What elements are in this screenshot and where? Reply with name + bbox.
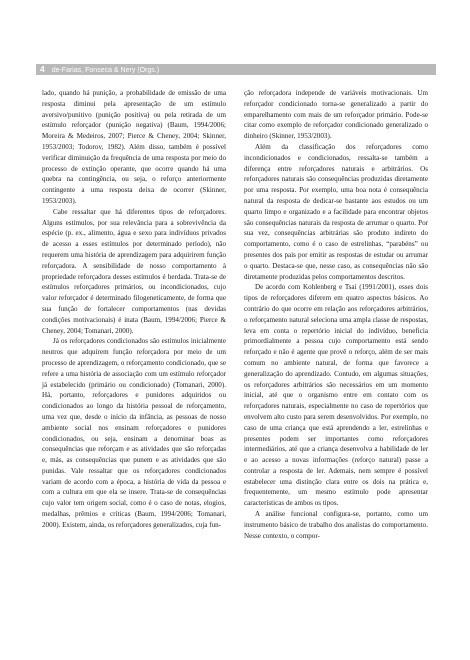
paragraph: Já os reforçadores condicionados são estímulos inicialmente neutros que adquirem função reforçadora por meio de um processo de aprendizagem, o reforçamento condicionado, que se refere a uma história de associação com um estímulo reforçador já estabelecido (primário ou condicionado) (Tomanari, 2000). Há, portanto, reforçadores e punidores adquiridos ou condicionados ao longo da história pessoal de reforçamento, uma vez que, desde o início da infância, as pessoas de nosso ambiente social nos ensinam reforçadores e punidores condicionados, ou seja, ensinam a denominar boas as consequências que reforçam e as atividades que são reforçadas e, más, as consequências que punem e as atividades que são punidas. Vale ressaltar que os reforçadores condicionados variam de acordo com a época, a história de vida da pessoa e com a cultura em que ela se insere. Trata-se de consequências cujo valor tem origem social, como é o caso de notas, elogios, medalhas, prêmios e críticas (Baum, 1994/2006; Tomanari, 2000). Existem, ainda, os reforçadores generalizados, cuja fun- xyxy=(42,337,226,529)
paragraph: ção reforçadora independe de variáveis motivacionais. Um reforçador condicionado torna-se generalizado a partir do emparelhamento com mais de um reforçador primário. Pode-se citar como exemplo de reforçador condicionado generalizado o dinheiro (Skinner, 1953/2003). xyxy=(244,89,428,141)
paragraph: Além da classificação dos reforçadores como incondicionados e condicionados, ressalta-se também a diferença entre reforçadores naturais e arbitrários. Os reforçadores naturais são consequências produzidas diretamente por uma resposta. Por exemplo, uma boa nota é consequência natural da resposta de dedicar-se bastante aos estudos ou um quarto limpo e organizado e a facilidade para encontrar objetos são consequências naturais da resposta de arrumar o quarto. Por sua vez, consequências arbitrárias são produto indireto do comportamento, como é o caso de estrelinhas, “parabéns” ou presentes dos pais por emitir as respostas de estudar ou arrumar o quarto. Destaca-se que, nesse caso, as consequências não são diretamente produzidas pelos comportamentos descritos. xyxy=(244,142,428,281)
paragraph: Cabe ressaltar que há diferentes tipos de reforçadores. Alguns estímulos, por sua relevância para a sobrevivência da espécie (p. ex., alimento, água e sexo para indivíduos privados de acesso a esses estímulos por determinado período), não requerem uma história de aprendizagem para adquirirem função reforçadora. A sensibilidade de nosso comportamento à propriedade reforçadora desses estímulos é herdada. Trata-se de estímulos reforçadores primários, ou incondicionados, cujo valor reforçador é determinado filogeneticamente, de forma que sua função de fortalecer comportamentos (nas devidas condições motivacionais) é inata (Baum, 1994/2006; Pierce & Cheney, 2004; Tomanari, 2000). xyxy=(42,207,226,335)
text-column-right xyxy=(244,88,428,541)
running-title: de-Farias, Fonseca & Nery (Orgs.) xyxy=(51,67,160,74)
text-column-left xyxy=(42,88,226,531)
paragraph: De acordo com Kohlenberg e Tsai (1991/2001), esses dois tipos de reforçadores diferem em quatro aspectos básicos. Ao contrário do que ocorre em relação aos reforçadores arbitrários, o reforçamento natural seleciona uma ampla classe de respostas, leva em conta o repertório inicial do indivíduo, beneficia primordialmente a pessoa cujo comportamento está sendo reforçado e não é agente que provê o reforço, além de ser mais comum no ambiente natural, de forma que favorece a generalização do aprendizado. Contudo, em algumas situações, os reforçadores arbitrários são necessários em um momento inicial, até que o organismo entre em contato com os reforçadores naturais, especialmente no caso de repertórios que envolvem alto custo para serem desenvolvidos. Por exemplo, no caso de uma criança que está aprendendo a ler, estrelinhas e presentes podem ser importantes como reforçadores intermediários, até que a criança desenvolva a habilidade de ler e ao acesso a novas informações (reforço natural) passe a controlar a resposta de ler. Ademais, nem sempre é possível estabelecer uma distinção clara entre os dois na prática e, frequentemente, um mesmo estímulo pode apresentar características de ambos os tipos. xyxy=(244,283,428,508)
running-header xyxy=(40,64,159,75)
paragraph: A análise funcional configura-se, portanto, como um instrumento básico de trabalho dos analistas do comportamento. Nesse contexto, o compor- xyxy=(244,510,428,540)
page-number: 4 xyxy=(40,64,45,74)
paragraph: lado, quando há punição, a probabilidade de emissão de uma resposta diminui pela apresentação de um estímulo aversivo/punitivo (punição positiva) ou pela retirada de um estímulo reforçador (punição negativa) (Baum, 1994/2006; Moreira & Medeiros, 2007; Pierce & Cheney, 2004; Skinner, 1953/2003; Todorov, 1982). Além disso, também é possível verificar diminuição da frequência de uma resposta por meio do processo de extinção operante, que ocorre quando há uma quebra na contingência, ou seja, o reforço anteriormente contingente a uma resposta deixa de ocorrer (Skinner, 1953/2003). xyxy=(42,89,226,205)
